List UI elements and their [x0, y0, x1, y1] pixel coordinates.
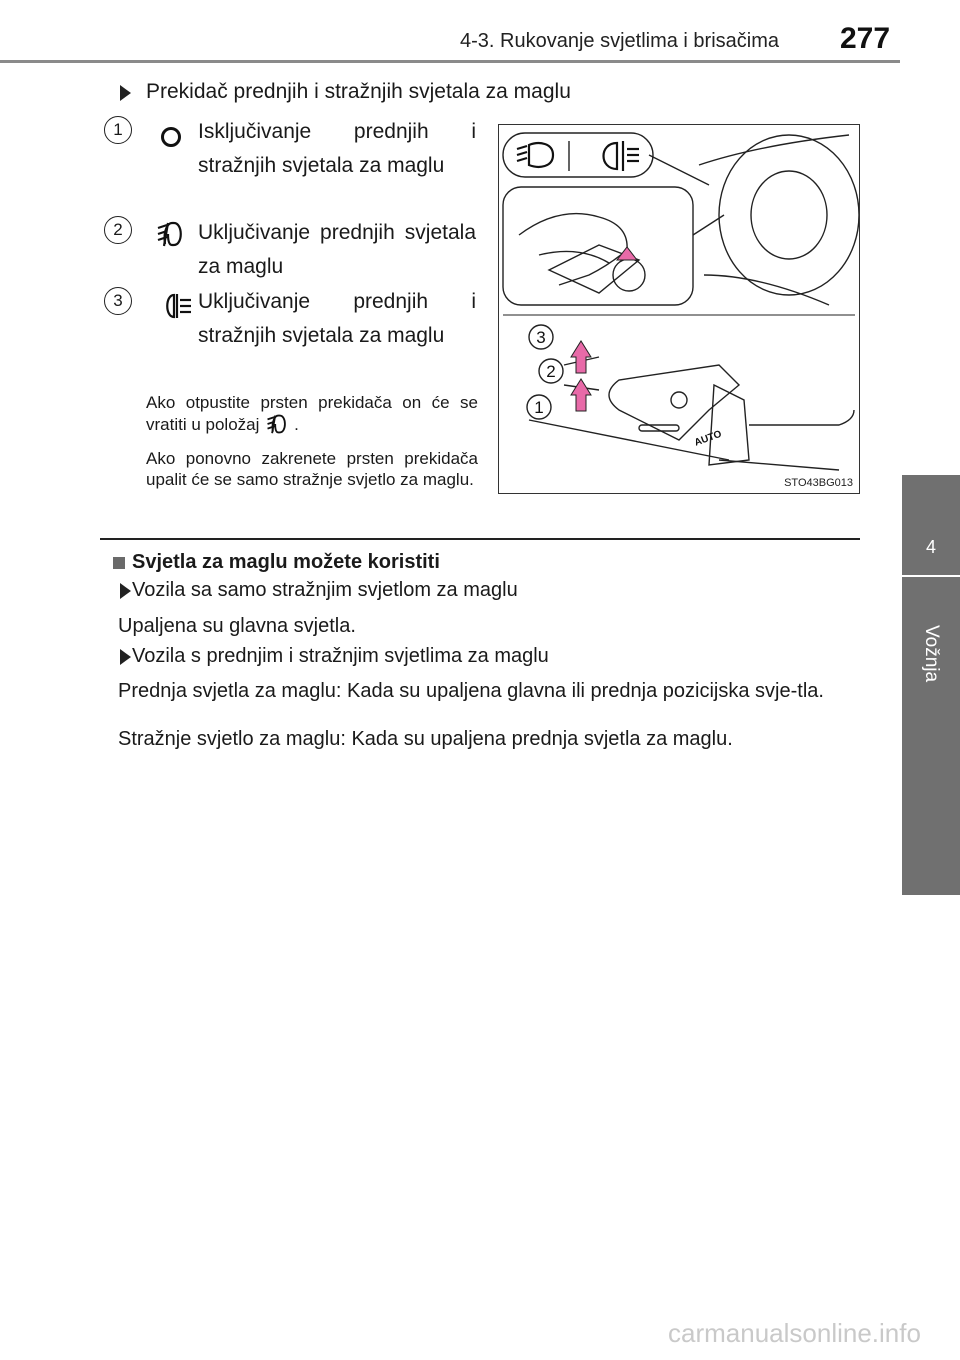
page-number: 277 [840, 22, 891, 55]
item-text-2: Uključivanje prednjih svjetala za maglu [198, 221, 476, 278]
item-text-3: Uključivanje prednjih i stražnjih svjetala za maglu [198, 290, 476, 347]
usage-sub-rear-only: Vozila sa samo stražnjim svjetlom za maglu [132, 579, 518, 601]
chapter-label: Vožnja [921, 625, 942, 683]
item-number-1: 1 [104, 116, 132, 144]
chapter-tab-divider [902, 575, 960, 577]
triangle-bullet-icon [120, 583, 131, 599]
watermark: carmanualsonline.info [668, 1318, 921, 1348]
note-turn-ring: Ako ponovno zakrenete prsten prekidača upalit će se samo stražnje svjetlo za maglu. [146, 449, 478, 489]
callout-1: 1 [534, 398, 544, 417]
usage-text-rear-only: Upaljena su glavna svjetla. [118, 615, 356, 637]
note-release-ring [146, 392, 478, 440]
section-divider [100, 538, 860, 540]
switch-heading: Prekidač prednjih i stražnjih svjetala za maglu [146, 80, 571, 103]
fog-lights-off-icon [160, 126, 182, 153]
usage-sub-front-rear: Vozila s prednjim i stražnjim svjetlima za maglu [132, 645, 549, 667]
callout-2: 2 [546, 362, 556, 381]
item-number-3: 3 [104, 287, 132, 315]
usage-text-rear: Stražnje svjetlo za maglu: Kada su upaljena prednja svjetla za maglu. [118, 728, 733, 750]
square-bullet-icon [113, 557, 125, 569]
section-title: 4-3. Rukovanje svjetlima i brisačima [460, 30, 780, 52]
front-fog-light-icon [156, 220, 190, 253]
figure-code: STO43BG013 [784, 477, 853, 489]
triangle-bullet-icon [120, 649, 131, 665]
rear-fog-light-icon [160, 292, 194, 325]
triangle-bullet-icon [120, 85, 131, 101]
front-fog-light-inline-icon [266, 413, 292, 440]
illustration-drawing [499, 125, 859, 493]
fog-switch-illustration [498, 124, 860, 494]
note-release-ring-end: . [294, 415, 299, 434]
note-release-ring-text: Ako otpustite prsten prekidača on će se vratiti u položaj [146, 393, 478, 434]
chapter-number: 4 [925, 537, 936, 557]
auto-label: AUTO [693, 428, 724, 449]
chapter-tab [902, 475, 960, 895]
usage-heading: Svjetla za maglu možete koristiti [132, 551, 440, 573]
header-rule [0, 60, 900, 63]
item-number-2: 2 [104, 216, 132, 244]
callout-3: 3 [536, 328, 546, 347]
usage-text-front: Prednja svjetla za maglu: Kada su upaljena glavna ili prednja pozicijska svje-tla. [118, 680, 824, 702]
item-text-1: Isključivanje prednjih i stražnjih svjetala za maglu [198, 120, 476, 177]
